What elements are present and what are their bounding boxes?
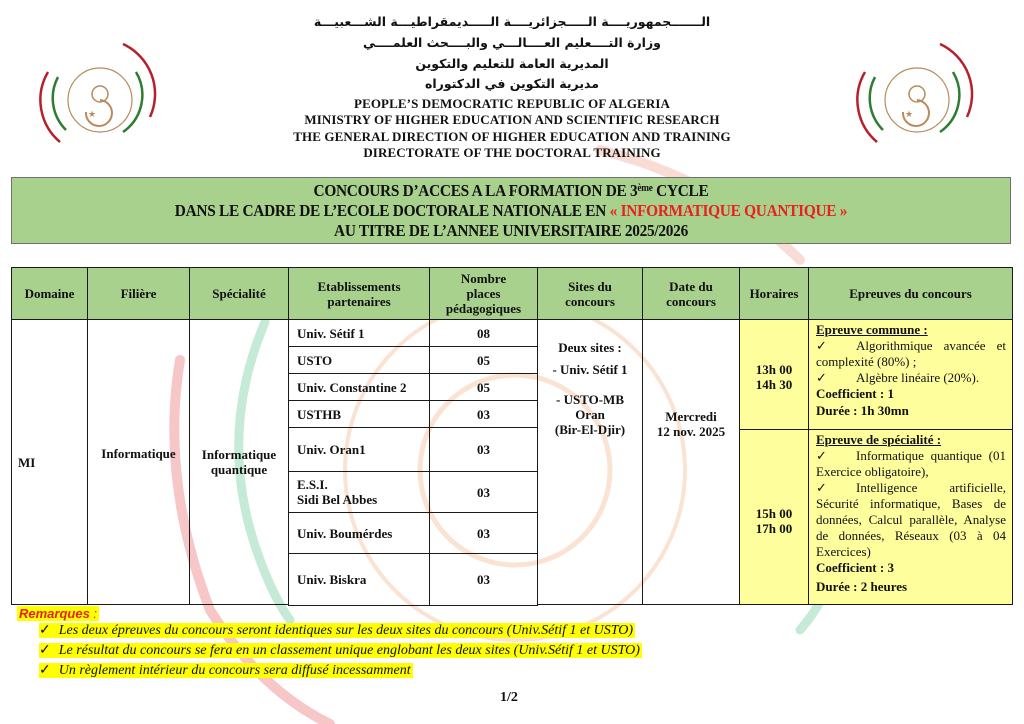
header-english-ministry: MINISTRY OF HIGHER EDUCATION AND SCIENTIFIC RESEARCH [304, 112, 720, 127]
establishment-places: 08 [429, 319, 538, 347]
header-places: Nombre places pédagogiques [429, 267, 538, 320]
remark-item-3: ✓ Un règlement intérieur du concours sera diffusé incessamment [39, 663, 411, 678]
establishment-places: 03 [429, 553, 538, 606]
session-1-coefficient: Coefficient : 1 [816, 386, 894, 401]
session-1-item-1: ✓ Algorithmique avancée et complexité (80%) ; [816, 338, 1006, 369]
cell-epreuve-specialite [808, 429, 1013, 605]
establishment-name: Univ. Boumérdes [288, 512, 430, 554]
sites-title: Deux sites : [558, 340, 622, 355]
cell-sites [537, 319, 643, 605]
header-arabic-direction: المديرية العامة للتعليم والتكوين [415, 56, 609, 71]
session-1-start: 13h 00 [755, 361, 793, 377]
banner-line-1: CONCOURS D’ACCES A LA FORMATION DE 3ème CYCLE [313, 181, 709, 200]
header-arabic-republic: الـــــــجمهوريــــة الـــــجزائريــــة الـــــديمقراطيـــة الشـــعبيـــة [313, 14, 711, 29]
check-icon: ✓ [816, 338, 827, 353]
site-usto-line1: - USTO-MB [555, 392, 624, 407]
establishment-name: USTO [288, 346, 430, 374]
remark-item-1: ✓ Les deux épreuves du concours seront identiques sur les deux sites du concours (Univ.Sétif 1 et USTO) [39, 623, 634, 638]
site-usto-line2: Oran [575, 407, 605, 422]
check-icon: ✓ [816, 448, 827, 463]
session-1-item-2: ✓ Algèbre linéaire (20%). [816, 370, 980, 385]
session-2-end: 17h 00 [755, 521, 793, 536]
session-2-item-1: ✓ Informatique quantique (01 Exercice obligatoire), [816, 448, 1006, 479]
session-1-end: 14h 30 [755, 376, 793, 392]
svg-text:★: ★ [905, 109, 914, 119]
establishment-places: 03 [429, 400, 538, 428]
header-etablissements: Etablissements partenaires [288, 267, 430, 320]
site-setif: - Univ. Sétif 1 [552, 362, 628, 377]
establishment-name: USTHB [288, 400, 430, 428]
establishment-name: Univ. Constantine 2 [288, 373, 430, 401]
banner-line-2: DANS LE CADRE DE L’ECOLE DOCTORALE NATIONALE EN « INFORMATIQUE QUANTIQUE » [174, 201, 848, 220]
header-specialite: Spécialité [189, 267, 289, 320]
header-horaires: Horaires [739, 267, 809, 320]
date-day: Mercredi [665, 409, 717, 424]
session-1-title: Epreuve commune : [816, 322, 928, 337]
remark-item-2: ✓ Le résultat du concours se fera en un classement unique englobant les deux sites (Univ.Sétif 1 et USTO) [39, 643, 640, 658]
title-banner [11, 177, 1011, 244]
cell-epreuve-commune [808, 319, 1013, 430]
establishment-name: Univ. Sétif 1 [288, 319, 430, 347]
check-icon: ✓ [816, 480, 827, 495]
session-1-duration: Durée : 1h 30mn [816, 403, 909, 418]
session-1-details [809, 320, 1012, 419]
date-value: 12 nov. 2025 [656, 424, 726, 439]
date-content [657, 409, 725, 439]
cell-horaire-session-1 [739, 319, 809, 430]
header-english-directorate: DIRECTORATE OF THE DOCTORAL TRAINING [363, 145, 661, 160]
establishment-name: Univ. Biskra [288, 553, 430, 606]
header-epreuves: Epreuves du concours [808, 267, 1013, 320]
session-2-details [809, 430, 1012, 595]
check-icon: ✓ [39, 643, 51, 658]
establishment-places: 05 [429, 346, 538, 374]
session-2-coefficient: Coefficient : 3 [816, 560, 894, 575]
cell-horaire-session-2 [739, 429, 809, 605]
establishment-name: Univ. Oran1 [288, 427, 430, 472]
session-2-start: 15h 00 [755, 506, 793, 521]
establishment-places: 03 [429, 471, 538, 513]
header-sites: Sites du concours [537, 267, 643, 320]
header-english-republic: PEOPLE’S DEMOCRATIC REPUBLIC OF ALGERIA [354, 96, 670, 111]
banner-highlight: « INFORMATIQUE QUANTIQUE » [609, 201, 848, 220]
contest-table [11, 267, 1013, 605]
session-2-title: Epreuve de spécialité : [816, 432, 942, 447]
page-number: 1/2 [500, 690, 518, 705]
cell-domaine: MI [11, 319, 88, 605]
header-english-direction: THE GENERAL DIRECTION OF HIGHER EDUCATION AND TRAINING [293, 129, 731, 144]
header-filiere: Filière [87, 267, 190, 320]
session-2-duration: Durée : 2 heures [816, 579, 908, 594]
session-2-item-2: ✓ Intelligence artificielle, Sécurité informatique, Bases de données, Calcul parallèle, Analyse de données, Réseaux (03 à 04 Exercices) [816, 480, 1006, 559]
cell-date [642, 319, 740, 605]
header-domaine: Domaine [11, 267, 88, 320]
cell-specialite: Informatique quantique [189, 319, 289, 605]
sites-content [552, 340, 627, 437]
header-date: Date du concours [642, 267, 740, 320]
check-icon: ✓ [39, 663, 51, 678]
site-usto-line3: (Bir-El-Djir) [554, 422, 626, 437]
check-icon: ✓ [816, 370, 827, 385]
header-arabic-ministry: وزارة التــــعليم العــــالـــي والبــــحث العلمــــي [363, 35, 661, 50]
establishment-name: E.S.I. Sidi Bel Abbes [288, 471, 430, 513]
header-arabic-directorate: مديرية التكوين في الدكتوراه [425, 76, 599, 91]
cell-filiere: Informatique [87, 319, 190, 605]
remarks-title: Remarques : [19, 606, 98, 621]
check-icon: ✓ [39, 623, 51, 638]
svg-text:★: ★ [88, 109, 97, 119]
establishment-places: 03 [429, 512, 538, 554]
establishment-places: 03 [429, 427, 538, 472]
remarks-section [17, 605, 640, 678]
banner-line-3: AU TITRE DE L’ANNEE UNIVERSITAIRE 2025/2026 [334, 221, 688, 240]
establishment-places: 05 [429, 373, 538, 401]
